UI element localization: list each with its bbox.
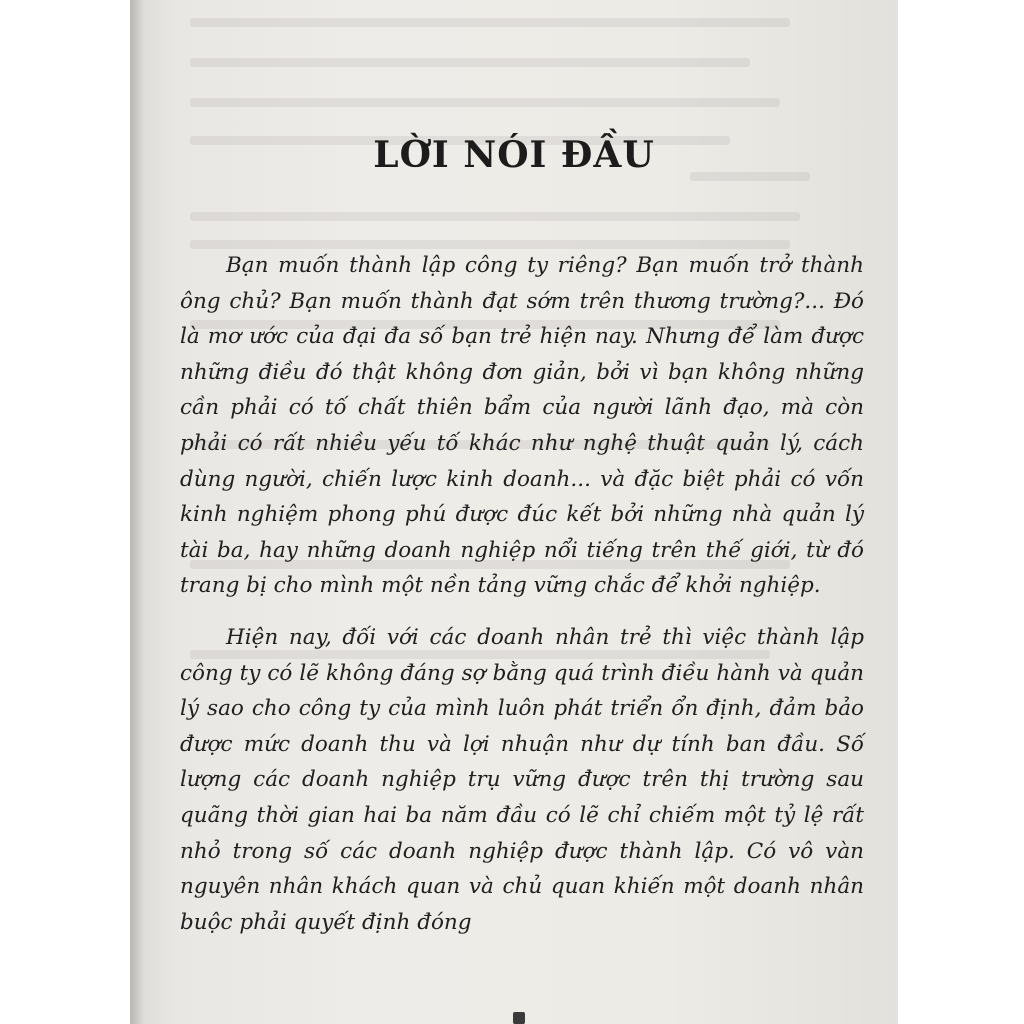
paragraph: Bạn muốn thành lập công ty riêng? Bạn muốn trở thành ông chủ? Bạn muốn thành đạt sớm trên thương trường?... Đó là mơ ước của đại đa số bạn trẻ hiện nay. Nhưng để làm được những điều đó thật không đơn giản, bởi vì bạn không những cần phải có tố chất thiên bẩm của người lãnh đạo, mà còn phải có rất nhiều yếu tố khác như nghệ thuật quản lý, cách dùng người, chiến lược kinh doanh... và đặc biệt phải có vốn kinh nghiệm phong phú được đúc kết bởi những nhà quản lý tài ba, hay những doanh nghiệp nổi tiếng trên thế giới, từ đó trang bị cho mình một nền tảng vững chắc để khởi nghiệp. [180,253,864,599]
page-title: LỜI NÓI ĐẦU [373,134,655,176]
page-number-fragment [513,1012,525,1024]
body-text [180,248,864,956]
paragraph: Hiện nay, đối với các doanh nhân trẻ thì việc thành lập công ty có lẽ không đáng sợ bằng quá trình điều hành và quản lý sao cho công ty của mình luôn phát triển ổn định, đảm bảo được mức doanh thu và lợi nhuận như dự tính ban đầu. Số lượng các doanh nghiệp trụ vững được trên thị trường sau quãng thời gian hai ba năm đầu có lẽ chỉ chiếm một tỷ lệ rất nhỏ trong số các doanh nghiệp được thành lập. Có vô vàn nguyên nhân khách quan và chủ quan khiến một doanh nhân buộc phải quyết định đóng [180,624,864,935]
book-page [130,0,898,1024]
